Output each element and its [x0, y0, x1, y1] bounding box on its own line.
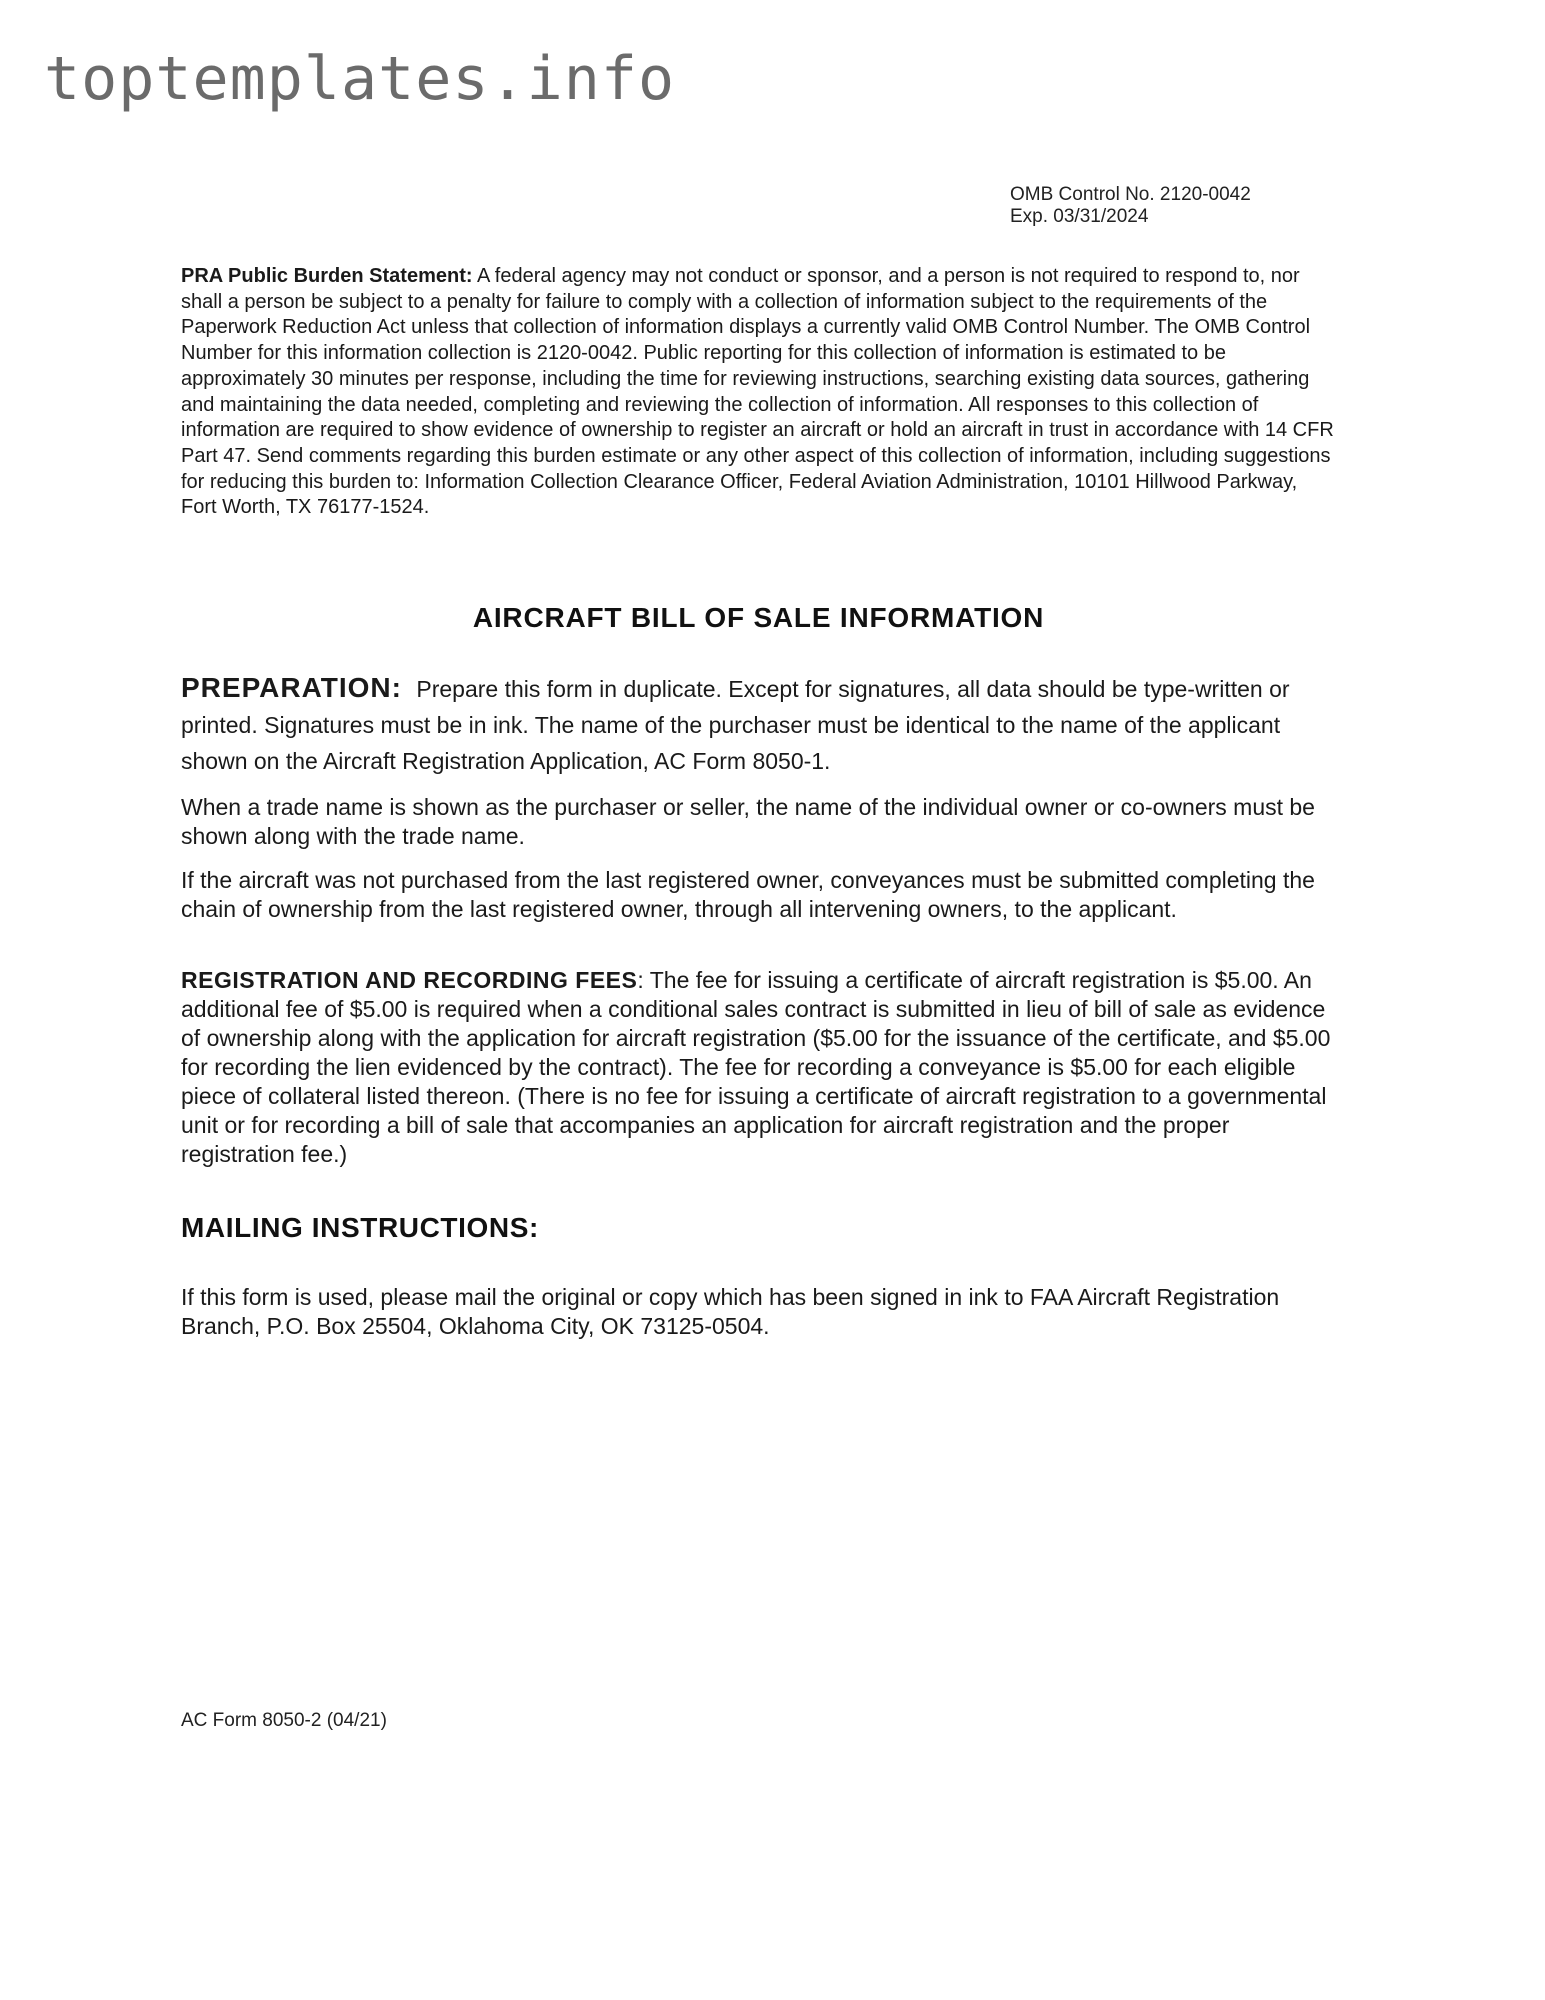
mailing-heading: MAILING INSTRUCTIONS: [181, 1212, 539, 1243]
fees-heading: REGISTRATION AND RECORDING FEES [181, 967, 638, 993]
omb-control-number: OMB Control No. 2120-0042 [1010, 184, 1251, 205]
preparation-heading: PREPARATION: [181, 672, 402, 703]
mailing-body: If this form is used, please mail the original or copy which has been signed in ink to FAA Aircraft Registration Branch, P.O. Box 25504, Oklahoma City, OK 73125-0504. [181, 1284, 1280, 1339]
omb-expiration: Exp. 03/31/2024 [1010, 206, 1149, 227]
pra-heading: PRA Public Burden Statement: [181, 265, 473, 287]
trade-name-paragraph: When a trade name is shown as the purchaser or seller, the name of the individual owner or co-owners must be shown along with the trade name. [181, 794, 1315, 849]
pra-body: A federal agency may not conduct or sponsor, and a person is not required to respond to, nor shall a person be subject to a penalty for failure to comply with a collection of information subject to the requirements of the Paperwork Reduction Act unless that collection of information displays a currently valid OMB Control Number. The OMB Control Number for this information collection is 2120-0042. Public reporting for this collection of information is estimated to be approximately 30 minutes per response, including the time for reviewing instructions, searching existing data sources, gathering and maintaining the data needed, completing and reviewing the collection of information. All responses to this collection of information are required to show evidence of ownership to register an aircraft or hold an aircraft in trust in accordance with 14 CFR Part 47. Send comments regarding this burden estimate or any other aspect of this collection of information, including suggestions for reducing this burden to: Information Collection Clearance Officer, Federal Aviation Administration, 10101 Hillwood Parkway, Fort Worth, TX 76177-1524. [181, 265, 1334, 519]
preparation-section [181, 670, 1341, 779]
omb-block [1010, 184, 1251, 228]
fees-section [181, 966, 1341, 1169]
fees-body: : The fee for issuing a certificate of aircraft registration is $5.00. An additional fee of $5.00 is required when a conditional sales contract is submitted in lieu of bill of sale as evidence of ownership along with the application for aircraft registration ($5.00 for the issuance of the certificate, and $5.00 for recording the lien evidenced by the contract). The fee for recording a conveyance is $5.00 for each eligible piece of collateral listed thereon. (There is no fee for issuing a certificate of aircraft registration to a governmental unit or for recording a bill of sale that accompanies an application for aircraft registration and the proper registration fee.) [181, 967, 1331, 1167]
form-footer: AC Form 8050-2 (04/21) [181, 1710, 387, 1731]
watermark-text: toptemplates.info [44, 44, 676, 114]
preparation-body: Prepare this form in duplicate. Except for signatures, all data should be type-written or printed. Signatures must be in ink. The name of the purchaser must be identical to the name of the applicant shown on the Aircraft Registration Application, AC Form 8050-1. [181, 676, 1290, 774]
chain-of-ownership-paragraph: If the aircraft was not purchased from the last registered owner, conveyances must be submitted completing the chain of ownership from the last registered owner, through all intervening owners, to the applicant. [181, 867, 1315, 922]
page-title: AIRCRAFT BILL OF SALE INFORMATION [472, 602, 1045, 633]
pra-burden-statement [181, 264, 1337, 521]
